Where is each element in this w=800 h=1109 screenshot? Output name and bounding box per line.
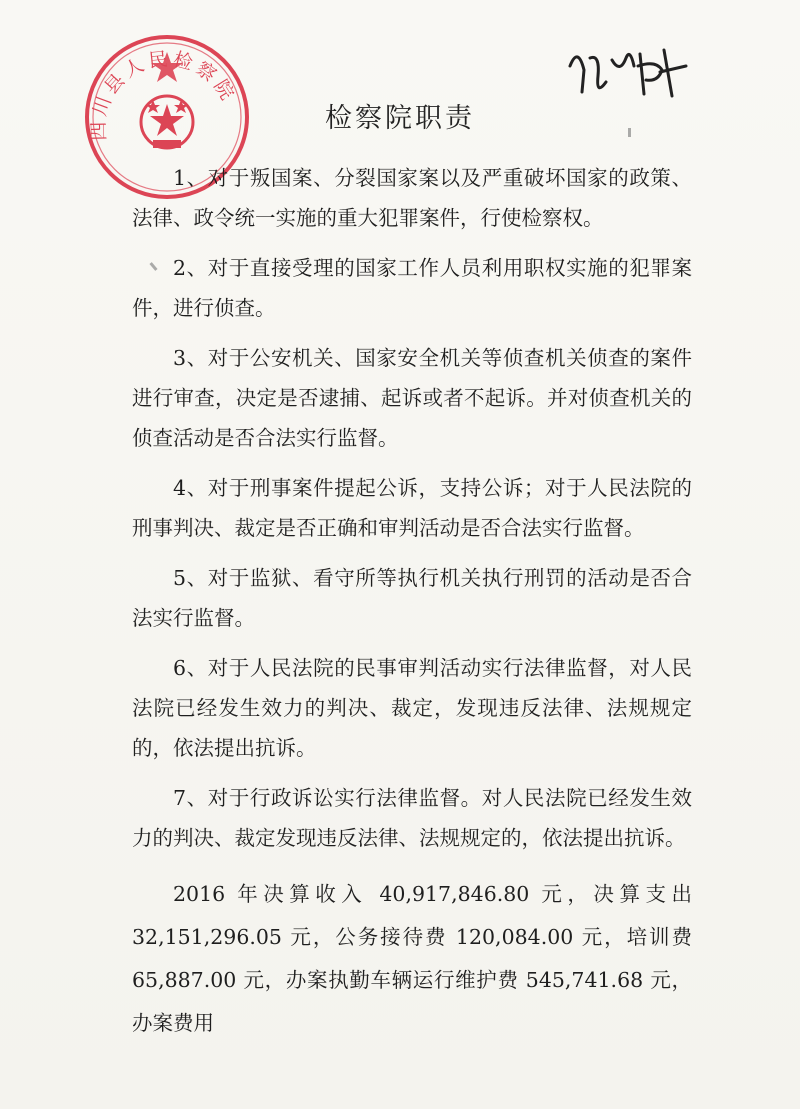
duties-list [132,158,692,868]
finance-paragraph: 2016 年决算收入 40,917,846.80 元，决算支出 32,151,296.05 元，公务接待费 120,084.00 元，培训费 65,887.00 元，办案执勤车辆运行维护费 545,741.68 元，办案费用 [132,882,692,1035]
duty-paragraph-1: 1、对于叛国案、分裂国家案以及严重破坏国家的政策、法律、政令统一实施的重大犯罪案件，行使检察权。 [132,166,692,230]
duty-paragraph-7: 7、对于行政诉讼实行法律监督。对人民法院已经发生效力的判决、裁定发现违反法律、法规规定的，依法提出抗诉。 [132,786,692,850]
duty-paragraph-3: 3、对于公安机关、国家安全机关等侦查机关侦查的案件进行审查，决定是否逮捕、起诉或者不起诉。并对侦查机关的侦查活动是否合法实行监督。 [132,346,692,450]
seal-text: 四川县人民检察院 [87,47,241,141]
scan-speck [628,128,631,137]
page-title: 检察院职责 [325,103,475,134]
duty-paragraph-6: 6、对于人民法院的民事审判活动实行法律监督，对人民法院已经发生效力的判决、裁定，发现违反法律、法规规定的，依法提出抗诉。 [132,656,692,760]
duty-paragraph-2: 2、对于直接受理的国家工作人员利用职权实施的犯罪案件，进行侦查。 [132,256,692,320]
duty-paragraph-4: 4、对于刑事案件提起公诉，支持公诉；对于人民法院的刑事判决、裁定是否正确和审判活动是否合法实行监督。 [132,476,692,540]
duty-paragraph-5: 5、对于监狱、看守所等执行机关执行刑罚的活动是否合法实行监督。 [132,566,692,630]
